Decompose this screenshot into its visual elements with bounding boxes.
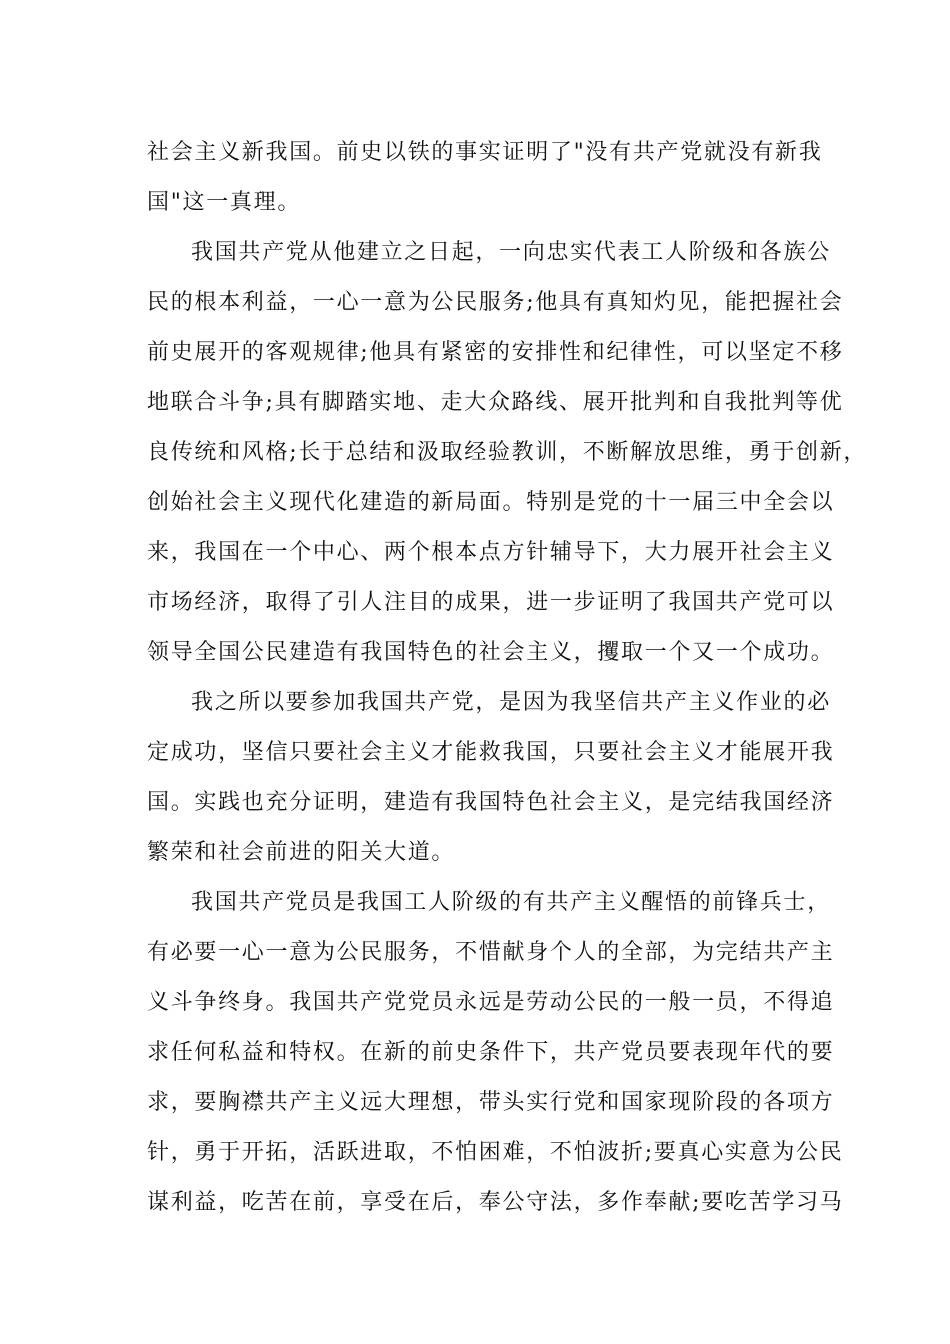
text-line: 领导全国公民建造有我国特色的社会主义，攫取一个又一个成功。 (147, 640, 835, 665)
text-line: 定成功，坚信只要社会主义才能救我国，只要社会主义才能展开我 (147, 740, 835, 765)
document-body (147, 128, 868, 1228)
text-line: 国。实践也充分证明，建造有我国特色社会主义，是完结我国经济 (147, 790, 835, 815)
text-line: 求，要胸襟共产主义远大理想，带头实行党和国家现阶段的各项方 (147, 1090, 835, 1115)
text-line: 市场经济，取得了引人注目的成果，进一步证明了我国共产党可以 (147, 590, 835, 615)
text-line: 来，我国在一个中心、两个根本点方针辅导下，大力展开社会主义 (147, 540, 835, 565)
text-line: 社会主义新我国。前史以铁的事实证明了"没有共产党就没有新我 (147, 140, 823, 165)
text-line: 良传统和风格;长于总结和汲取经验教训，不断解放思维，勇于创新， (147, 440, 868, 465)
paragraph-first-line: 我之所以要参加我国共产党，是因为我坚信共产主义作业的必 (191, 690, 831, 715)
text-line: 前史展开的客观规律;他具有紧密的安排性和纪律性，可以坚定不移 (147, 340, 844, 365)
text-line: 谋利益，吃苦在前，享受在后，奉公守法，多作奉献;要吃苦学习马 (147, 1190, 844, 1215)
text-line: 有必要一心一意为公民服务，不惜献身个人的全部，为完结共产主 (147, 940, 835, 965)
paragraph-first-line: 我国共产党员是我国工人阶级的有共产主义醒悟的前锋兵士， (191, 890, 831, 915)
text-line: 国"这一真理。 (147, 190, 302, 215)
paragraph-first-line: 我国共产党从他建立之日起，一向忠实代表工人阶级和各族公 (191, 240, 831, 265)
text-line: 繁荣和社会前进的阳关大道。 (147, 840, 456, 865)
text-line: 创始社会主义现代化建造的新局面。特别是党的十一届三中全会以 (147, 490, 835, 515)
text-line: 义斗争终身。我国共产党党员永远是劳动公民的一般一员，不得追 (147, 990, 835, 1015)
text-line: 针，勇于开拓，活跃进取，不怕困难，不怕波折;要真心实意为公民 (147, 1140, 844, 1165)
text-line: 地联合斗争;具有脚踏实地、走大众路线、展开批判和自我批判等优 (147, 390, 844, 415)
text-line: 求任何私益和特权。在新的前史条件下，共产党员要表现年代的要 (147, 1040, 835, 1065)
text-line: 民的根本利益，一心一意为公民服务;他具有真知灼见，能把握社会 (147, 290, 844, 315)
